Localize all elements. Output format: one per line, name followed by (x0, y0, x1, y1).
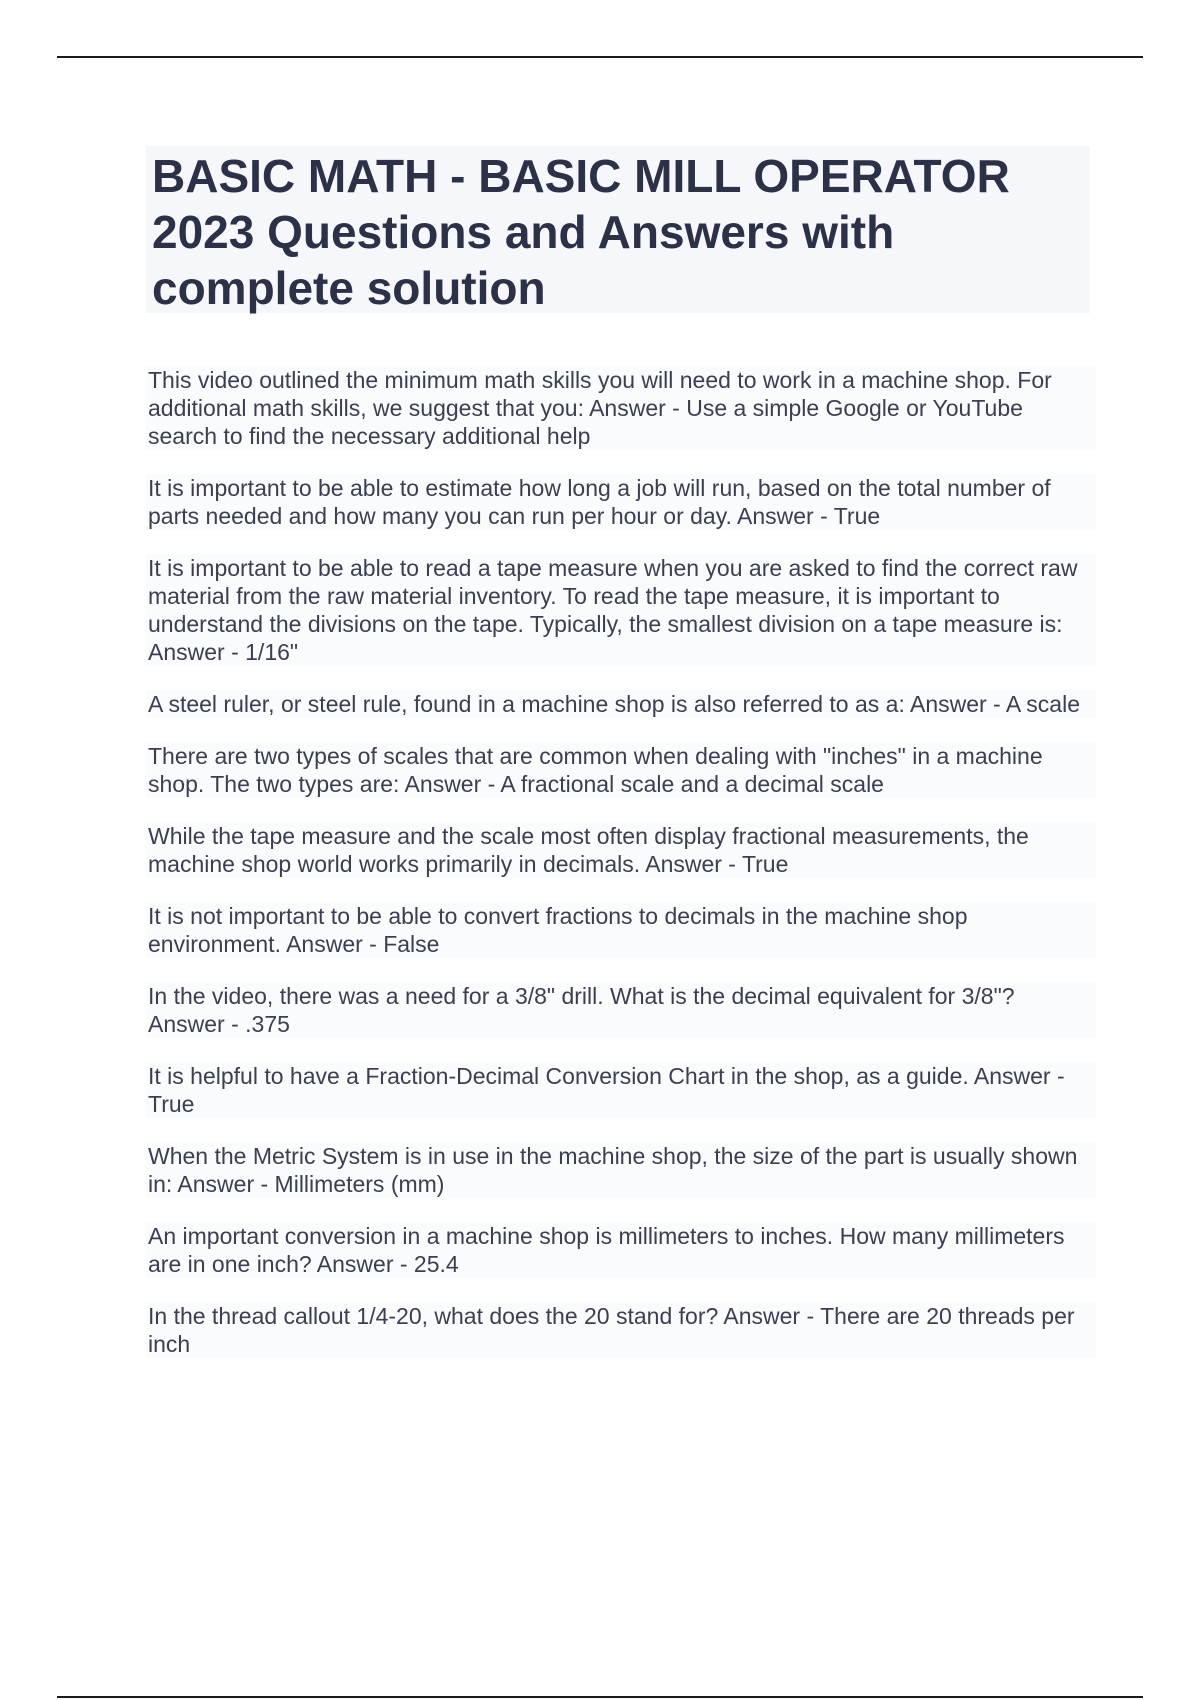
qa-item: An important conversion in a machine shop is millimeters to inches. How many millimeters are in one inch? Answer - 25.4 (146, 1222, 1096, 1278)
qa-item: While the tape measure and the scale most often display fractional measurements, the machine shop world works primarily in decimals. Answer - True (146, 822, 1096, 878)
qa-item: It is helpful to have a Fraction-Decimal Conversion Chart in the shop, as a guide. Answer - True (146, 1062, 1096, 1118)
qa-item: It is not important to be able to convert fractions to decimals in the machine shop environment. Answer - False (146, 902, 1096, 958)
qa-item: In the thread callout 1/4-20, what does the 20 stand for? Answer - There are 20 threads per inch (146, 1302, 1096, 1358)
title-banner (146, 146, 1090, 313)
qa-item: There are two types of scales that are common when dealing with "inches" in a machine shop. The two types are: Answer - A fractional scale and a decimal scale (146, 742, 1096, 798)
bottom-rule (57, 1696, 1143, 1698)
qa-item: It is important to be able to read a tape measure when you are asked to find the correct raw material from the raw material inventory. To read the tape measure, it is important to understand the divisions on the tape. Typically, the smallest division on a tape measure is: Answer - 1/16" (146, 554, 1096, 666)
top-rule (57, 56, 1143, 58)
qa-item: This video outlined the minimum math skills you will need to work in a machine shop. For additional math skills, we suggest that you: Answer - Use a simple Google or YouTube search to find the necessary additional help (146, 366, 1096, 450)
qa-item: In the video, there was a need for a 3/8" drill. What is the decimal equivalent for 3/8"? Answer - .375 (146, 982, 1096, 1038)
qa-item: A steel ruler, or steel rule, found in a machine shop is also referred to as a: Answer - A scale (146, 690, 1096, 718)
qa-item: It is important to be able to estimate how long a job will run, based on the total number of parts needed and how many you can run per hour or day. Answer - True (146, 474, 1096, 530)
document-title: BASIC MATH - BASIC MILL OPERATOR 2023 Questions and Answers with complete solution (152, 150, 1010, 314)
qa-item: When the Metric System is in use in the machine shop, the size of the part is usually shown in: Answer - Millimeters (mm) (146, 1142, 1096, 1198)
qa-list (146, 366, 1096, 1382)
